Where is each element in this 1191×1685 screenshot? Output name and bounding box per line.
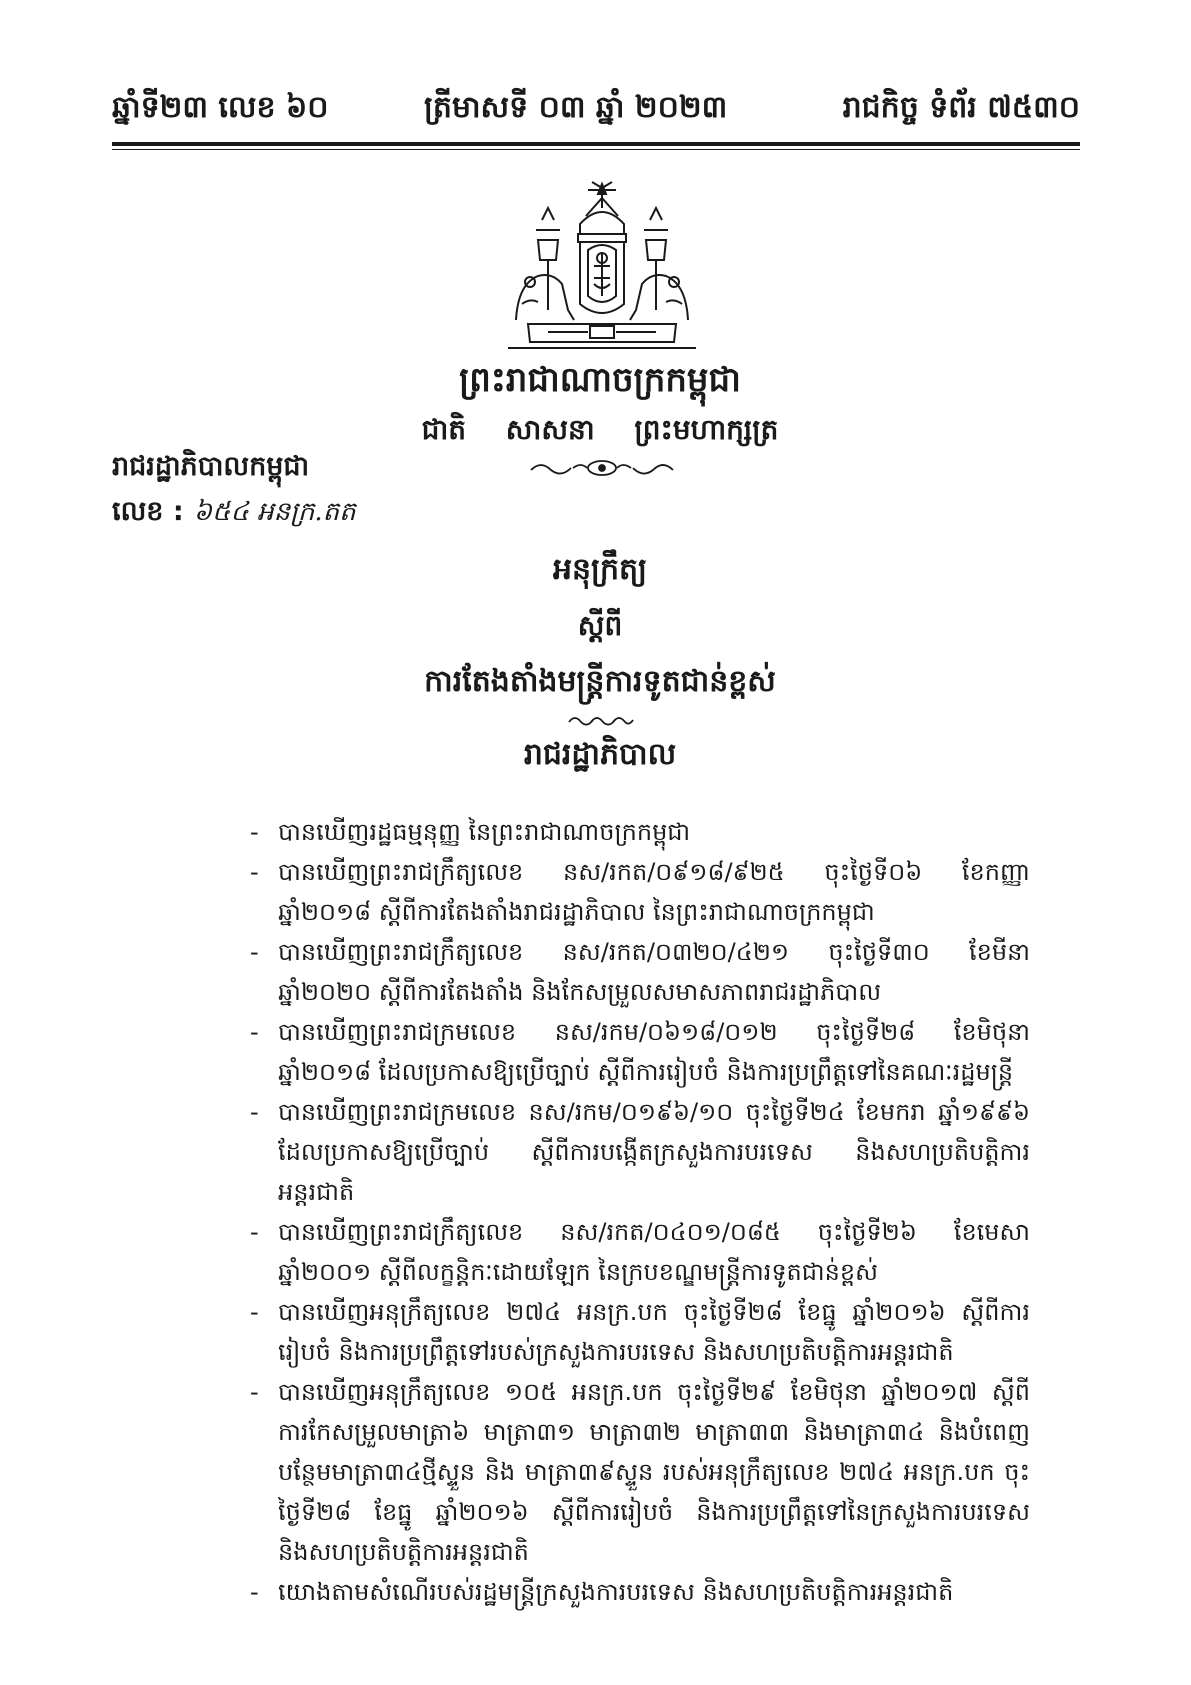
gazette-issue: ឆ្នាំទី២៣ លេខ ៦០ — [112, 90, 329, 125]
clause-item: - បានឃើញព្រះរាជក្រឹត្យលេខ នស/រកត/០៩១៨/៩២៥ ចុះថ្ងៃទី០៦ ខែកញ្ញា ឆ្នាំ២០១៨ ស្តីពីការតែងតាំងរាជរដ្ឋាភិបាល នៃព្រះរាជាណាចក្រកម្ពុជា — [250, 852, 1030, 932]
document-subject: ការតែងតាំងមន្ត្រីការទូតជាន់ខ្ពស់ — [424, 664, 776, 699]
gazette-quarter: ត្រីមាសទី ០៣ ឆ្នាំ ២០២៣ — [424, 90, 728, 125]
clause-item: - បានឃើញព្រះរាជក្រមលេខ នស/រកម/០១៩៦/១០ ចុះថ្ងៃទី២៤ ខែមករា ឆ្នាំ១៩៩៦ ដែលប្រកាសឱ្យប្រើច្បាប់ ស្តីពីការបង្កើតក្រសួងការបរទេស និងសហប្រតិបត្តិការអន្តរជាតិ — [250, 1092, 1030, 1212]
government-heading: រាជរដ្ឋាភិបាល — [523, 737, 677, 772]
about-label: ស្តីពី — [577, 609, 623, 642]
clause-item: - យោងតាមសំណើរបស់រដ្ឋមន្ត្រីក្រសួងការបរទេស និងសហប្រតិបត្តិការអន្តរជាតិ — [250, 1572, 1030, 1612]
clause-item: - បានឃើញអនុក្រឹត្យលេខ ២៧៤ អនក្រ.បក ចុះថ្ងៃទី២៨ ខែធ្នូ ឆ្នាំ២០១៦ ស្តីពីការរៀបចំ និងការប្រព្រឹត្តទៅរបស់ក្រសួងការបរទេស និងសហប្រតិបត្តិការអន្តរជាតិ — [250, 1292, 1030, 1372]
clause-item: - បានឃើញរដ្ឋធម្មនុញ្ញ នៃព្រះរាជាណាចក្រកម្ពុជា — [250, 812, 1030, 852]
document-number-label: លេខ : — [112, 496, 184, 527]
divider-ornament-icon — [565, 712, 635, 728]
document-number — [112, 492, 356, 532]
gazette-page: រាជកិច្ច ទំព័រ ៧៥៣០ — [842, 90, 1080, 125]
clause-item: - បានឃើញព្រះរាជក្រឹត្យលេខ នស/រកត/០៣២០/៤២១ ចុះថ្ងៃទី៣០ ខែមីនា ឆ្នាំ២០២០ ស្តីពីការតែងតាំង និងកែសម្រួលសមាសភាពរាជរដ្ឋាភិបាល — [250, 932, 1030, 1012]
clause-item: - បានឃើញព្រះរាជក្រមលេខ នស/រកម/០៦១៨/០១២ ចុះថ្ងៃទី២៨ ខែមិថុនា ឆ្នាំ២០១៨ ដែលប្រកាសឱ្យប្រើច្បាប់ ស្តីពីការរៀបចំ និងការប្រព្រឹត្តទៅនៃគណៈរដ្ឋមន្ត្រី — [250, 1012, 1030, 1092]
preamble-clauses — [250, 812, 1030, 1612]
header-rule-thin — [112, 149, 1080, 150]
clause-item: - បានឃើញអនុក្រឹត្យលេខ ១០៥ អនក្រ.បក ចុះថ្ងៃទី២៩ ខែមិថុនា ឆ្នាំ២០១៧ ស្តីពីការកែសម្រួលមាត្រា៦ មាត្រា៣១ មាត្រា៣២ មាត្រា៣៣ និងមាត្រា៣៤ និងបំពេញបន្ថែមមាត្រា៣៤ថ្មីស្ទួន និង មាត្រា៣៩ស្ទួន របស់អនុក្រឹត្យលេខ ២៧៤ អនក្រ.បក ចុះថ្ងៃទី២៨ ខែធ្នូ ឆ្នាំ២០១៦ ស្តីពីការរៀបចំ និងការប្រព្រឹត្តទៅនៃក្រសួងការបរទេស និងសហប្រតិបត្តិការអន្តរជាតិ — [250, 1372, 1030, 1572]
document-type-title: អនុក្រឹត្យ — [552, 552, 648, 587]
issuing-authority: រាជរដ្ឋាភិបាលកម្ពុជា — [112, 451, 310, 482]
header-rule-thick — [112, 142, 1080, 146]
royal-coat-of-arms-icon — [508, 180, 696, 350]
document-number-value: ៦៥៤ អនក្រ.តត — [193, 497, 356, 527]
decorative-ornament-icon — [527, 458, 677, 478]
clause-item: - បានឃើញព្រះរាជក្រឹត្យលេខ នស/រកត/០៤០១/០៨៥ ចុះថ្ងៃទី២៦ ខែមេសា ឆ្នាំ២០០១ ស្តីពីលក្ខន្តិកៈដោយឡែក នៃក្របខណ្ឌមន្ត្រីការទូតជាន់ខ្ពស់ — [250, 1212, 1030, 1292]
kingdom-title: ព្រះរាជាណាចក្រកម្ពុជា — [459, 360, 741, 400]
gazette-header — [112, 88, 1080, 138]
national-motto: ជាតិ សាសនា ព្រះមហាក្សត្រ — [421, 413, 779, 446]
